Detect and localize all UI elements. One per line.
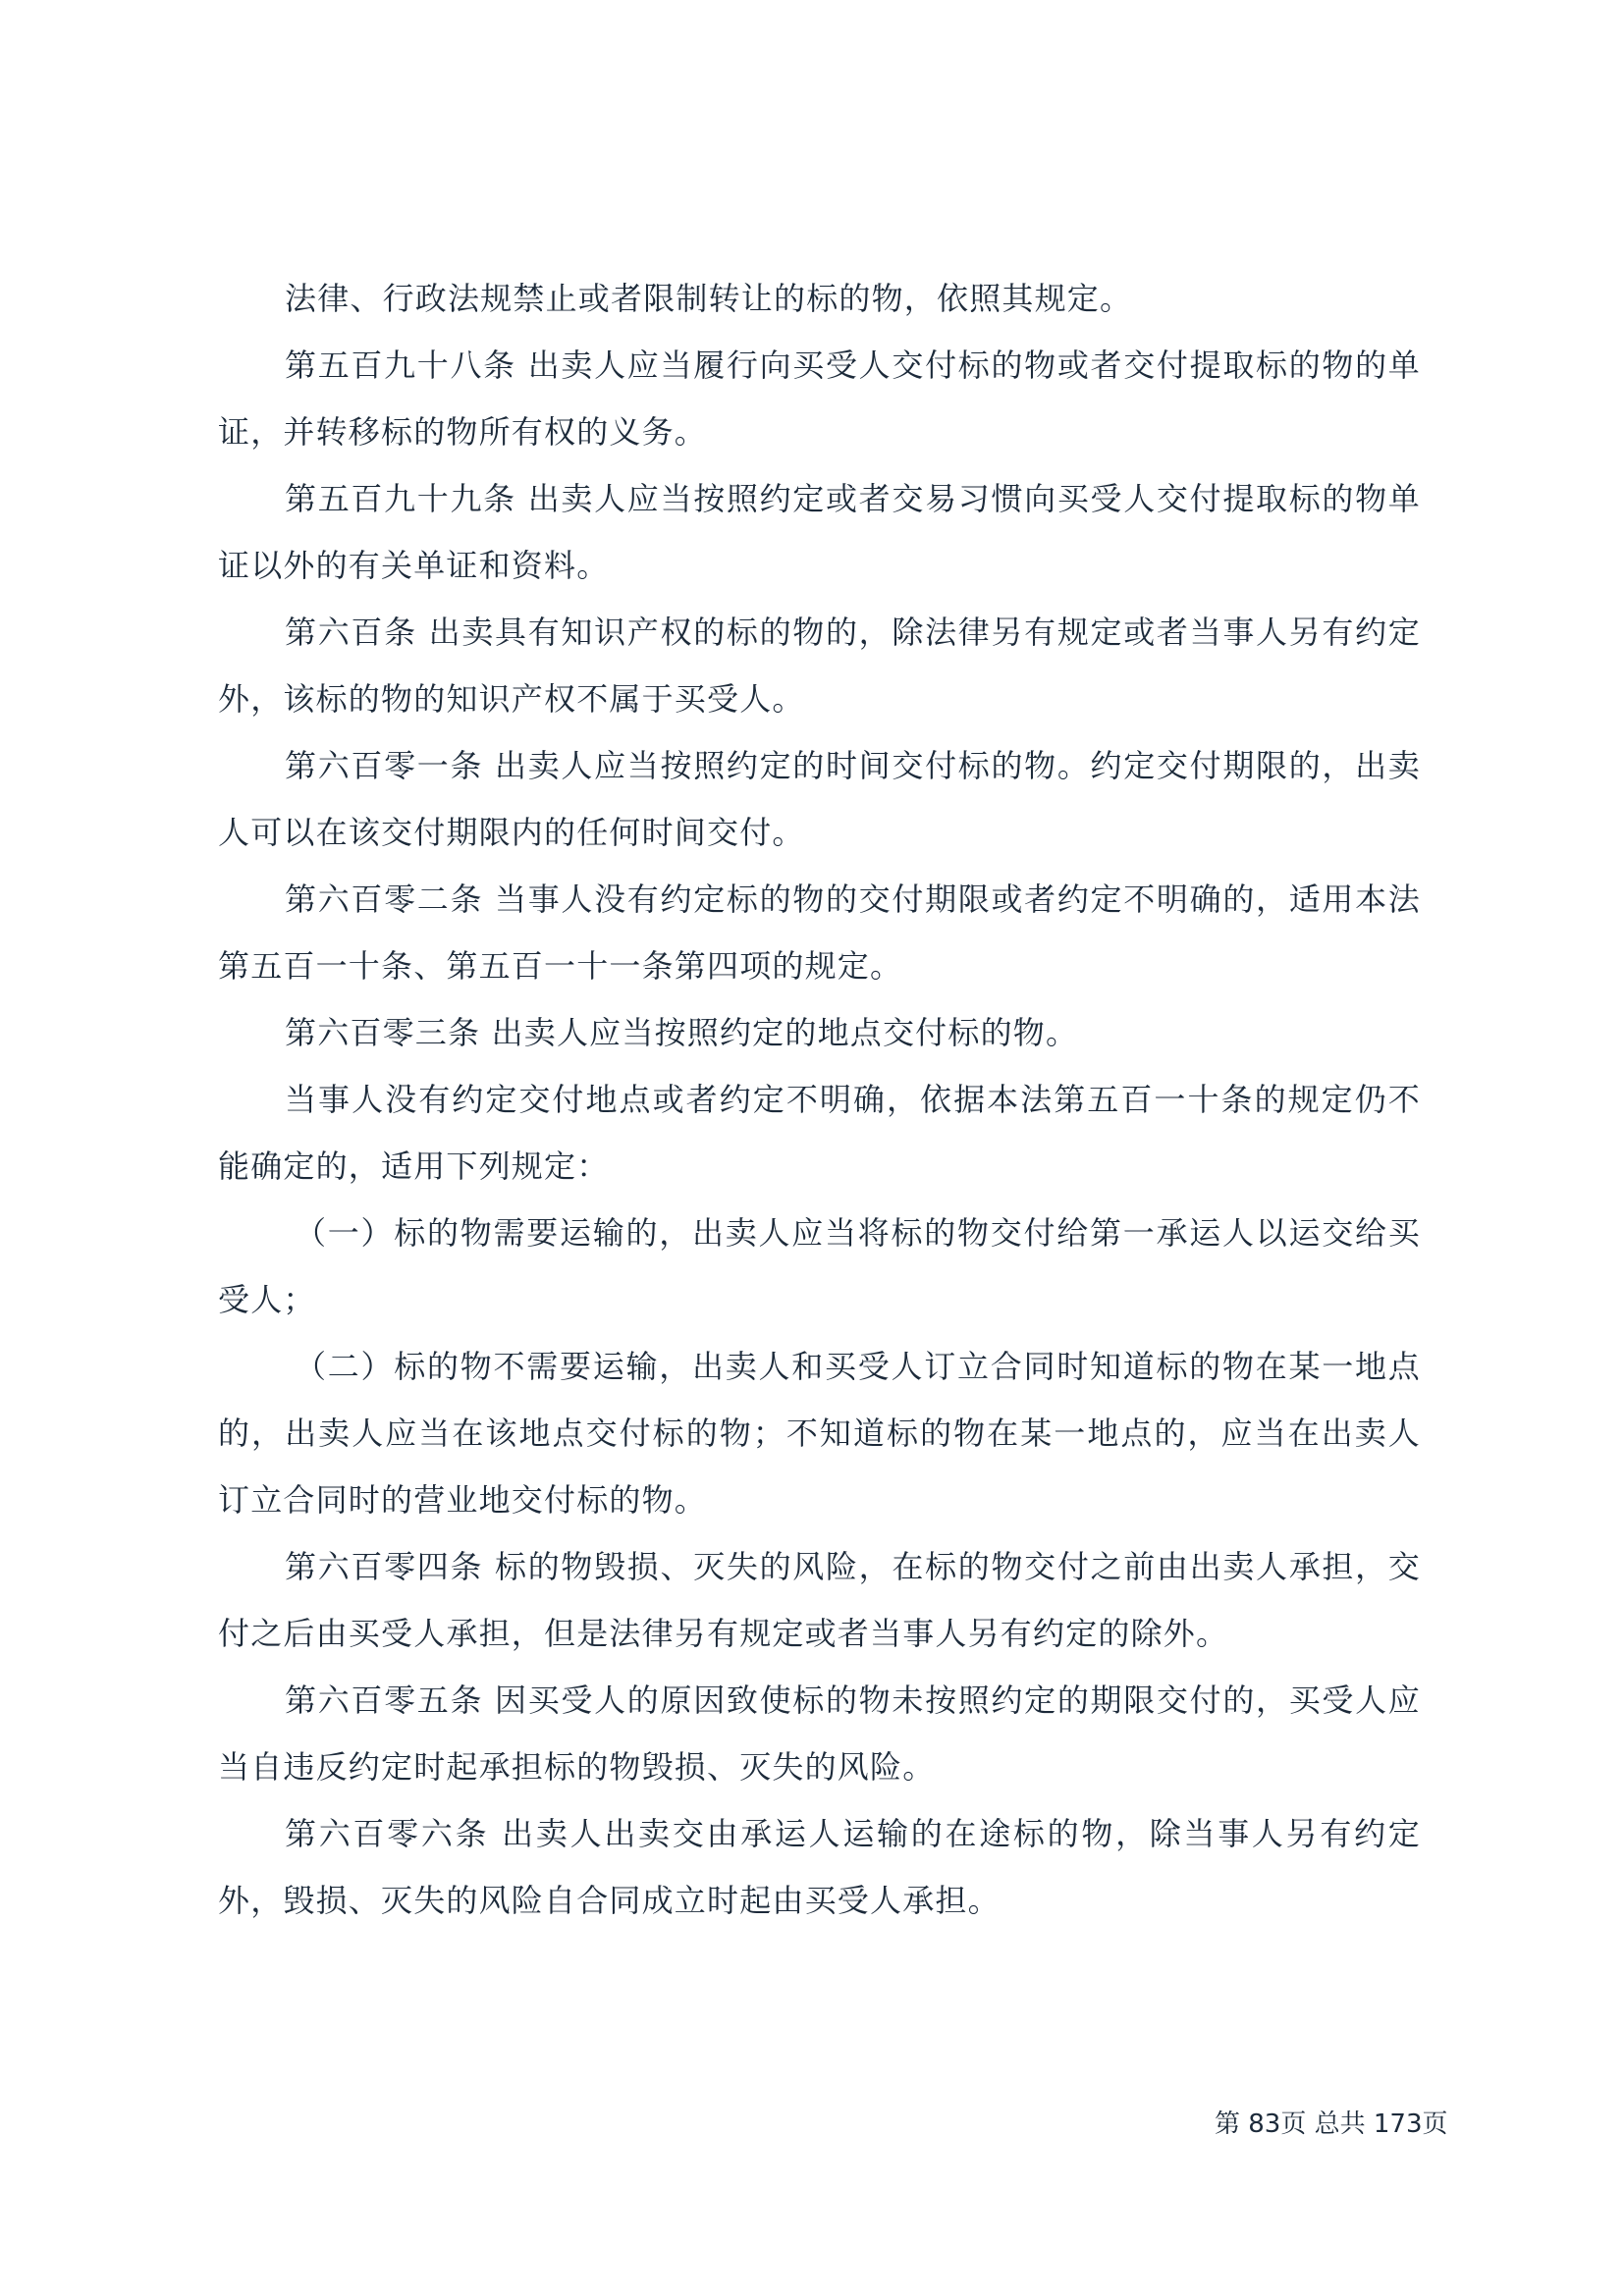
paragraph: 法律、行政法规禁止或者限制转让的标的物，依照其规定。 (285, 280, 1133, 317)
page-number: 第 83页 总共 173页 (1215, 2109, 1448, 2139)
article-606: 第六百零六条 出卖人出卖交由承运人运输的在途标的物，除当事人另有约定外，毁损、灭失的风险自合同成立时起由买受人承担。 (218, 1815, 1421, 1919)
article-599: 第五百九十九条 出卖人应当按照约定或者交易习惯向买受人交付提取标的物单证以外的有关单证和资料。 (218, 480, 1421, 584)
article-600: 第六百条 出卖具有知识产权的标的物的，除法律另有规定或者当事人另有约定外，该标的物的知识产权不属于买受人。 (218, 614, 1421, 718)
paragraph: 当事人没有约定交付地点或者约定不明确，依据本法第五百一十条的规定仍不能确定的，适用下列规定： (218, 1081, 1421, 1185)
article-598: 第五百九十八条 出卖人应当履行向买受人交付标的物或者交付提取标的物的单证，并转移标的物所有权的义务。 (218, 347, 1421, 451)
document-body (218, 265, 1421, 1934)
article-605: 第六百零五条 因买受人的原因致使标的物未按照约定的期限交付的，买受人应当自违反约定时起承担标的物毁损、灭失的风险。 (218, 1682, 1421, 1786)
article-604: 第六百零四条 标的物毁损、灭失的风险，在标的物交付之前由出卖人承担，交付之后由买受人承担，但是法律另有规定或者当事人另有约定的除外。 (218, 1548, 1421, 1652)
list-item: （二）标的物不需要运输，出卖人和买受人订立合同时知道标的物在某一地点的，出卖人应当在该地点交付标的物；不知道标的物在某一地点的，应当在出卖人订立合同时的营业地交付标的物。 (218, 1348, 1421, 1519)
article-601: 第六百零一条 出卖人应当按照约定的时间交付标的物。约定交付期限的，出卖人可以在该交付期限内的任何时间交付。 (218, 747, 1421, 851)
list-item: （一）标的物需要运输的，出卖人应当将标的物交付给第一承运人以运交给买受人； (218, 1214, 1421, 1318)
article-602: 第六百零二条 当事人没有约定标的物的交付期限或者约定不明确的，适用本法第五百一十条、第五百一十一条第四项的规定。 (218, 881, 1421, 985)
article-603: 第六百零三条 出卖人应当按照约定的地点交付标的物。 (285, 1014, 1079, 1051)
